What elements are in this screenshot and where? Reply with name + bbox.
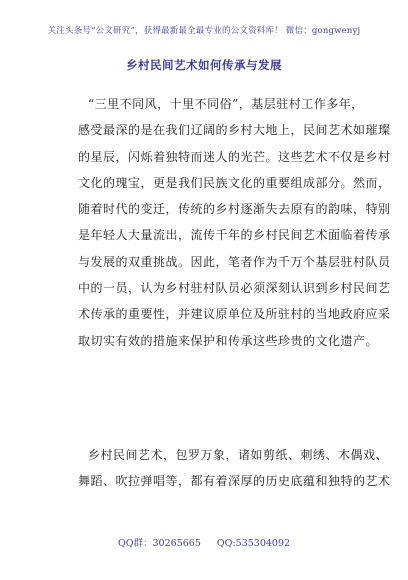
paragraph-line: 是年轻人大量流出，流传千年的乡村民间艺术面临着传承 [78,228,391,243]
document-title: 乡村民间艺术如何传承与发展 [126,58,282,72]
paragraph-line: 舞蹈、吹拉弹唱等，都有着深厚的历史底蕴和独特的艺术 [78,474,391,489]
paragraph-line: 的星辰，闪烁着独特而迷人的光芒。这些艺术不仅是乡村 [78,149,391,164]
header-promo-note: 关注头条号“公文研究”，获得最新最全最专业的公文资料库！ 微信：gongwenyj [47,26,361,36]
paragraph-line: 文化的瑰宝，更是我们民族文化的重要组成部分。然而， [78,175,391,190]
footer-qq: QQ:535304092 [216,538,291,549]
paragraph-1 [78,91,391,354]
paragraph-line: 乡村民间艺术，包罗万象，诸如剪纸、刺绣、木偶戏、 [88,448,389,462]
paragraph-line: 中的一员，认为乡村驻村队员必须深刻认识到乡村民间艺 [78,281,391,296]
paragraph-line: 感受最深的是在我们辽阔的乡村大地上，民间艺术如璀璨 [78,123,391,138]
paragraph-line: “三里不同风，十里不同俗”，基层驻村工作多年， [88,97,364,111]
paragraph-line: 术传承的重要性，并建议原单位及所驻村的当地政府应采 [78,307,391,322]
paragraph-line: 取切实有效的措施来保护和传承这些珍贵的文化遗产。 [78,333,379,348]
paragraph-line: 随着时代的变迁，传统的乡村逐渐失去原有的韵味，特别 [78,202,391,217]
footer-contact [0,535,408,549]
footer-qq-group: QQ群：30265665 [117,538,201,549]
paragraph-2 [78,442,391,495]
paragraph-line: 与发展的双重挑战。因此，笔者作为千万个基层驻村队员 [78,254,391,269]
